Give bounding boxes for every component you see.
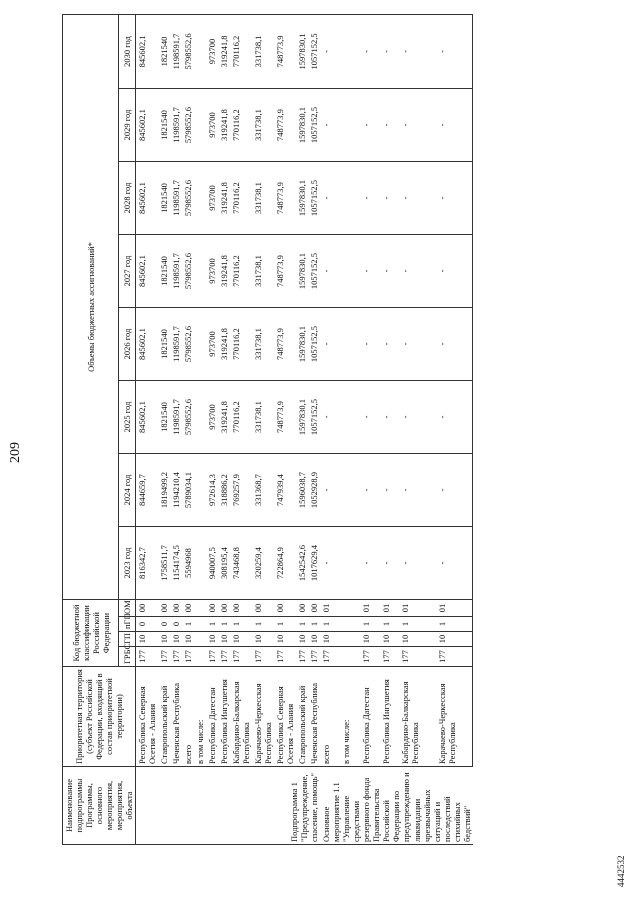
value-cell: 1057152,5 [308,381,320,454]
territory-cell: в том числе: [194,667,206,767]
value-cell: 1597830,1 [296,89,308,162]
value-cell: 973700 [206,89,218,162]
code-cell: 00 [158,600,170,617]
code-cell [194,617,206,632]
value-cell: - [380,235,400,308]
value-cell [340,308,360,381]
value-cell [194,527,206,600]
value-cell [194,14,206,88]
document-id: 4442532 [616,855,626,887]
value-cell: 1198591,7 [170,14,182,88]
code-cell: 177 [399,647,435,667]
value-cell: 973700 [206,308,218,381]
table-row [170,14,182,844]
value-cell: 319241,8 [218,308,230,381]
program-cell-empty [158,767,170,845]
code-cell [340,600,360,617]
value-cell: - [436,454,473,527]
value-cell: - [320,162,340,235]
table-row [274,14,296,844]
code-cell: 10 [158,632,170,647]
table-row [320,14,340,844]
code-cell [194,632,206,647]
value-cell: 1052928,9 [308,454,320,527]
value-cell: 770116,2 [230,381,252,454]
value-cell: 5789034,1 [182,454,194,527]
table-row [399,14,435,844]
value-cell: - [360,308,380,381]
code-cell: 01 [436,600,473,617]
value-cell: 1057152,5 [308,308,320,381]
value-cell: - [399,89,435,162]
territory-cell: Республика Северная Осетия - Алания [274,667,296,767]
value-cell: - [320,308,340,381]
value-cell: 748773,9 [274,381,296,454]
value-cell: - [399,454,435,527]
territory-cell: Карачаево-Черкесская Республика [252,667,274,767]
code-cell: 10 [436,632,473,647]
value-cell: 845602,1 [136,89,159,162]
territory-cell: Кабардино-Балкарская Республика [399,667,435,767]
program-cell-empty [136,767,159,845]
value-cell: 1821540 [158,381,170,454]
value-cell [340,235,360,308]
code-cell: 00 [136,600,159,617]
value-cell: - [320,89,340,162]
value-cell: 1057152,5 [308,235,320,308]
value-cell: 1821540 [158,89,170,162]
value-cell: 748773,9 [274,235,296,308]
value-cell: 770116,2 [230,308,252,381]
table-row [252,14,274,844]
territory-cell: Республика Северная Осетия - Алания [136,667,159,767]
code-cell: 1 [380,617,400,632]
code-cell: 1 [274,617,296,632]
code-cell: 1 [252,617,274,632]
value-cell: - [399,308,435,381]
value-cell: 319241,8 [218,162,230,235]
code-cell: 01 [320,600,340,617]
value-cell: - [380,89,400,162]
table-row [136,14,159,844]
territory-cell: Ставропольский край [158,667,170,767]
code-cell [340,617,360,632]
code-cell: 01 [360,600,380,617]
value-cell [340,89,360,162]
value-cell: - [380,527,400,600]
value-cell: - [360,162,380,235]
value-cell: - [399,381,435,454]
territory-cell: Республика Дагестан [206,667,218,767]
value-cell: - [320,527,340,600]
value-cell [194,308,206,381]
value-cell: 1198591,7 [170,162,182,235]
value-cell: 318886,2 [218,454,230,527]
territory-cell: Республика Ингушетия [380,667,400,767]
code-cell [194,647,206,667]
value-cell [340,162,360,235]
table-row [206,14,218,844]
value-cell: 331738,1 [252,308,274,381]
header-row-1 [63,14,119,844]
code-cell: 1 [296,617,308,632]
code-cell: 10 [206,632,218,647]
value-cell: 770116,2 [230,89,252,162]
value-cell: 5798552,6 [182,381,194,454]
code-cell: 177 [170,647,182,667]
value-cell: 331738,1 [252,14,274,88]
value-cell: 743468,8 [230,527,252,600]
value-cell: 1597830,1 [296,308,308,381]
header-code-0: ГРБС [119,647,136,667]
code-cell: 10 [360,632,380,647]
value-cell: - [320,14,340,88]
value-cell: 748773,9 [274,308,296,381]
code-cell: 1 [360,617,380,632]
value-cell: 973700 [206,162,218,235]
table-row [436,14,473,844]
value-cell [340,381,360,454]
code-cell: 10 [380,632,400,647]
header-code-3: ОМ [119,600,136,617]
header-territory: Приоритетная территория (субъект Российской Федерации, входящий в состав приоритетной территории) [63,667,136,767]
table-row [308,14,320,844]
value-cell: 844659,7 [136,454,159,527]
table-row [380,14,400,844]
territory-cell: Карачаево-Черкесская Республика [436,667,473,767]
table-row [218,14,230,844]
value-cell: 748773,9 [274,14,296,88]
value-cell: 5798552,6 [182,308,194,381]
code-cell: 0 [158,617,170,632]
value-cell: - [436,235,473,308]
code-cell: 10 [308,632,320,647]
value-cell: - [380,381,400,454]
value-cell: - [360,89,380,162]
territory-cell: Чеченская Республика [170,667,182,767]
code-cell: 177 [320,647,340,667]
value-cell: 770116,2 [230,14,252,88]
code-cell: 10 [296,632,308,647]
value-cell: 5798552,6 [182,235,194,308]
value-cell: - [360,381,380,454]
value-cell: 320259,4 [252,527,274,600]
program-cell-empty [170,767,182,845]
code-cell: 1 [206,617,218,632]
value-cell: 1821540 [158,308,170,381]
value-cell: 747939,4 [274,454,296,527]
code-cell: 177 [436,647,473,667]
code-cell: 10 [252,632,274,647]
code-cell: 177 [360,647,380,667]
value-cell: 5798552,6 [182,89,194,162]
value-cell: 5798552,6 [182,14,194,88]
value-cell: 1198591,7 [170,308,182,381]
code-cell: 01 [399,600,435,617]
code-cell: 177 [252,647,274,667]
page-number: 209 [8,442,23,463]
value-cell: 940007,5 [206,527,218,600]
value-cell: 722864,9 [274,527,296,600]
value-cell: 1057152,5 [308,89,320,162]
value-cell: - [436,14,473,88]
territory-cell: всего [182,667,194,767]
value-cell: 972614,3 [206,454,218,527]
value-cell: 1542542,6 [296,527,308,600]
value-cell: - [360,454,380,527]
value-cell: 1057152,5 [308,14,320,88]
value-cell: 770116,2 [230,162,252,235]
code-cell: 10 [218,632,230,647]
value-cell: - [380,14,400,88]
table-row [360,14,380,844]
value-cell [340,14,360,88]
header-program: Наименование подпрограммы Программы, основного мероприятия, мероприятия, объекта [63,767,136,845]
value-cell: - [399,14,435,88]
code-cell: 177 [182,647,194,667]
value-cell: 1596038,7 [296,454,308,527]
code-cell: 00 [252,600,274,617]
value-cell: 1821540 [158,14,170,88]
code-cell: 10 [399,632,435,647]
value-cell [340,527,360,600]
territory-cell: всего [320,667,340,767]
code-cell: 10 [136,632,159,647]
header-year-3: 2026 год [119,308,136,381]
table-row [158,14,170,844]
table-body [136,14,473,844]
value-cell: 748773,9 [274,89,296,162]
value-cell: 331368,7 [252,454,274,527]
code-cell: 00 [206,600,218,617]
value-cell: - [320,235,340,308]
value-cell [194,89,206,162]
code-cell: 1 [218,617,230,632]
table-row [182,14,194,844]
value-cell: 319241,8 [218,89,230,162]
value-cell: 1154174,5 [170,527,182,600]
code-cell: 1 [320,617,340,632]
header-year-1: 2024 год [119,454,136,527]
value-cell: - [320,381,340,454]
territory-cell: Ставропольский край [296,667,308,767]
code-cell: 10 [320,632,340,647]
value-cell: - [320,454,340,527]
value-cell: - [360,527,380,600]
value-cell: - [380,308,400,381]
value-cell: 973700 [206,14,218,88]
value-cell: 1819499,2 [158,454,170,527]
value-cell: 319241,8 [218,235,230,308]
value-cell: 1017629,4 [308,527,320,600]
header-year-5: 2028 год [119,162,136,235]
value-cell: 1198591,7 [170,89,182,162]
code-cell: 10 [182,632,194,647]
code-cell: 10 [274,632,296,647]
code-cell: 0 [170,617,182,632]
value-cell: - [436,381,473,454]
code-cell: 1 [182,617,194,632]
value-cell: 748773,9 [274,162,296,235]
code-cell: 00 [274,600,296,617]
value-cell: 845602,1 [136,162,159,235]
code-cell: 10 [170,632,182,647]
value-cell: 331738,1 [252,235,274,308]
header-code-1: ГП [119,632,136,647]
value-cell: 1758511,7 [158,527,170,600]
code-cell: 01 [380,600,400,617]
header-year-2: 2025 год [119,381,136,454]
value-cell: - [380,162,400,235]
value-cell: - [436,89,473,162]
territory-cell: Чеченская Республика [308,667,320,767]
value-cell: 973700 [206,381,218,454]
territory-cell: Кабардино-Балкарская Республика [230,667,252,767]
code-cell: 00 [230,600,252,617]
value-cell: 1198591,7 [170,235,182,308]
value-cell: 1821540 [158,235,170,308]
code-cell [340,632,360,647]
value-cell: 319241,8 [218,381,230,454]
header-year-4: 2027 год [119,235,136,308]
value-cell: 319241,8 [218,14,230,88]
value-cell: - [380,454,400,527]
code-cell: 177 [158,647,170,667]
value-cell: 331738,1 [252,381,274,454]
code-cell [194,600,206,617]
header-code-2: пГП [119,617,136,632]
value-cell: 1198591,7 [170,381,182,454]
value-cell: 1821540 [158,162,170,235]
code-cell: 00 [308,600,320,617]
header-year-6: 2029 год [119,89,136,162]
header-year-7: 2030 год [119,14,136,88]
value-cell: 845602,1 [136,381,159,454]
value-cell: 845602,1 [136,235,159,308]
code-cell: 177 [230,647,252,667]
value-cell: 845602,1 [136,14,159,88]
value-cell: - [360,235,380,308]
header-code-group: Код бюджетной классификации Российской Федерации [63,600,119,667]
header-volume-group: Объемы бюджетных ассигнований* [63,14,119,599]
territory-cell: в том числе: [340,667,360,767]
code-cell: 10 [230,632,252,647]
header-year-0: 2023 год [119,527,136,600]
value-cell: 5798552,6 [182,162,194,235]
code-cell: 00 [218,600,230,617]
table-row [340,14,360,844]
value-cell: 770116,2 [230,235,252,308]
code-cell: 00 [296,600,308,617]
value-cell: 816342,7 [136,527,159,600]
value-cell: 1597830,1 [296,14,308,88]
code-cell: 177 [380,647,400,667]
territory-cell: Республика Дагестан [360,667,380,767]
value-cell: 845602,1 [136,308,159,381]
code-cell: 177 [218,647,230,667]
code-cell: 1 [230,617,252,632]
value-cell: 973700 [206,235,218,308]
value-cell: 5594968 [182,527,194,600]
value-cell [194,235,206,308]
value-cell: 331738,1 [252,162,274,235]
value-cell: - [436,162,473,235]
value-cell: 1597830,1 [296,235,308,308]
table-row [296,14,308,844]
territory-cell: Республика Ингушетия [218,667,230,767]
value-cell: 1597830,1 [296,162,308,235]
value-cell [194,454,206,527]
value-cell: - [436,527,473,600]
code-cell: 177 [308,647,320,667]
value-cell [340,454,360,527]
value-cell: 769257,9 [230,454,252,527]
code-cell: 177 [296,647,308,667]
code-cell: 1 [308,617,320,632]
code-cell: 0 [136,617,159,632]
code-cell: 1 [399,617,435,632]
value-cell: 331738,1 [252,89,274,162]
code-cell [340,647,360,667]
value-cell: 1194210,4 [170,454,182,527]
program-label: Основное мероприятие 1.1 "Управление средствами резервного фонда Правительства Российской Федерации по предупреждению и ликвидации чрезвычайных ситуаций и последствий стихийных бедствий" [320,767,472,845]
value-cell: - [399,162,435,235]
code-cell: 00 [170,600,182,617]
code-cell: 177 [136,647,159,667]
value-cell: - [399,235,435,308]
value-cell [194,162,206,235]
code-cell: 1 [436,617,473,632]
code-cell: 00 [182,600,194,617]
value-cell: 1597830,1 [296,381,308,454]
value-cell: - [360,14,380,88]
table-row [230,14,252,844]
value-cell: 1057152,5 [308,162,320,235]
table-row [194,14,206,844]
value-cell: - [436,308,473,381]
code-cell: 177 [274,647,296,667]
value-cell [194,381,206,454]
code-cell: 177 [206,647,218,667]
value-cell: 308195,4 [218,527,230,600]
program-label: Подпрограмма 1 "Предупреждение, спасение, помощь" [182,767,320,845]
budget-table [62,14,473,845]
value-cell: - [399,527,435,600]
